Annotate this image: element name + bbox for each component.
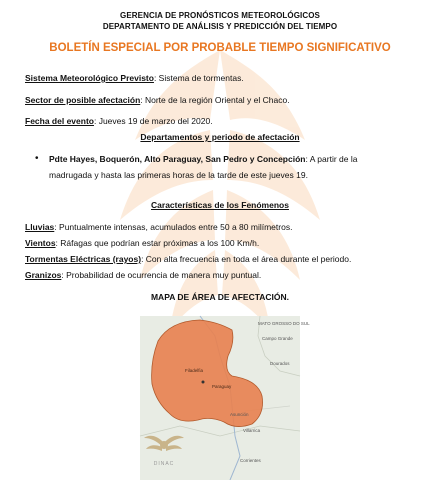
feature-hail-label: Granizos xyxy=(25,270,62,280)
map-label-villarrica: Villarrica xyxy=(243,428,261,433)
feature-hail xyxy=(25,270,261,280)
system-field xyxy=(25,73,244,83)
feature-wind xyxy=(25,238,259,248)
map-title: MAPA DE ÁREA DE AFECTACIÓN. xyxy=(150,292,290,302)
system-value: : Sistema de tormentas. xyxy=(153,73,244,83)
map-label-campo-grande: Campo Grande xyxy=(262,336,293,341)
date-field xyxy=(25,116,213,126)
sector-label: Sector de posible afectación xyxy=(25,95,141,105)
feature-lightning-text: : Con alta frecuencia en toda el área durante el periodo. xyxy=(141,254,352,264)
departments-item xyxy=(35,151,380,183)
map-label-dourados: Dourados xyxy=(270,361,290,366)
map-label-paraguay: Paraguay xyxy=(212,384,232,389)
affected-area-shape xyxy=(152,320,263,427)
features-heading: Características de los Fenómenos xyxy=(151,200,289,210)
feature-wind-text: : Ráfagas que podrían estar próximas a los 100 Km/h. xyxy=(55,238,260,248)
date-value: : Jueves 19 de marzo del 2020. xyxy=(93,116,213,126)
header-line-2: DEPARTAMENTO DE ANÁLISIS Y PREDICCIÓN DEL TIEMPO xyxy=(102,22,338,31)
feature-rain-label: Lluvias xyxy=(25,222,55,232)
departments-period: : A partir de la madrugada y hasta las primeras horas de la tarde de este jueves 19. xyxy=(49,154,358,180)
feature-rain xyxy=(25,222,292,232)
dinac-wings-icon xyxy=(143,425,185,461)
feature-rain-text: : Puntualmente intensas, acumulados entre 50 a 80 milímetros. xyxy=(54,222,293,232)
map-label-filadelfia: Filadelfia xyxy=(185,368,204,373)
departments-heading: Departamentos y periodo de afectación xyxy=(140,132,300,142)
feature-wind-label: Vientos xyxy=(25,238,56,248)
feature-lightning-label: Tormentas Eléctricas (rayos) xyxy=(25,254,142,264)
bulletin-title: BOLETÍN ESPECIAL POR PROBABLE TIEMPO SIGNIFICATIVO xyxy=(49,42,391,54)
dinac-logo-text: DINAC xyxy=(153,461,175,467)
feature-hail-text: : Probabilidad de ocurrencia de manera muy puntual. xyxy=(61,270,262,280)
feature-lightning xyxy=(25,254,351,264)
sector-field xyxy=(25,95,290,105)
dinac-logo xyxy=(143,425,185,469)
departments-list: Pdte Hayes, Boquerón, Alto Paraguay, San Pedro y Concepción xyxy=(49,154,306,164)
header-line-1: GERENCIA DE PRONÓSTICOS METEOROLÓGICOS xyxy=(120,11,320,20)
sector-value: : Norte de la región Oriental y el Chaco. xyxy=(140,95,290,105)
departments-text xyxy=(49,151,380,183)
map-label-asuncion: Asunción xyxy=(230,412,249,417)
map-label-corrientes: Corrientes xyxy=(240,458,261,463)
map-label-mato-grosso: MATO GROSSO DO SUL xyxy=(258,321,310,326)
system-label: Sistema Meteorológico Previsto xyxy=(25,73,154,83)
date-label: Fecha del evento xyxy=(25,116,94,126)
bullet-dot: • xyxy=(35,153,39,164)
